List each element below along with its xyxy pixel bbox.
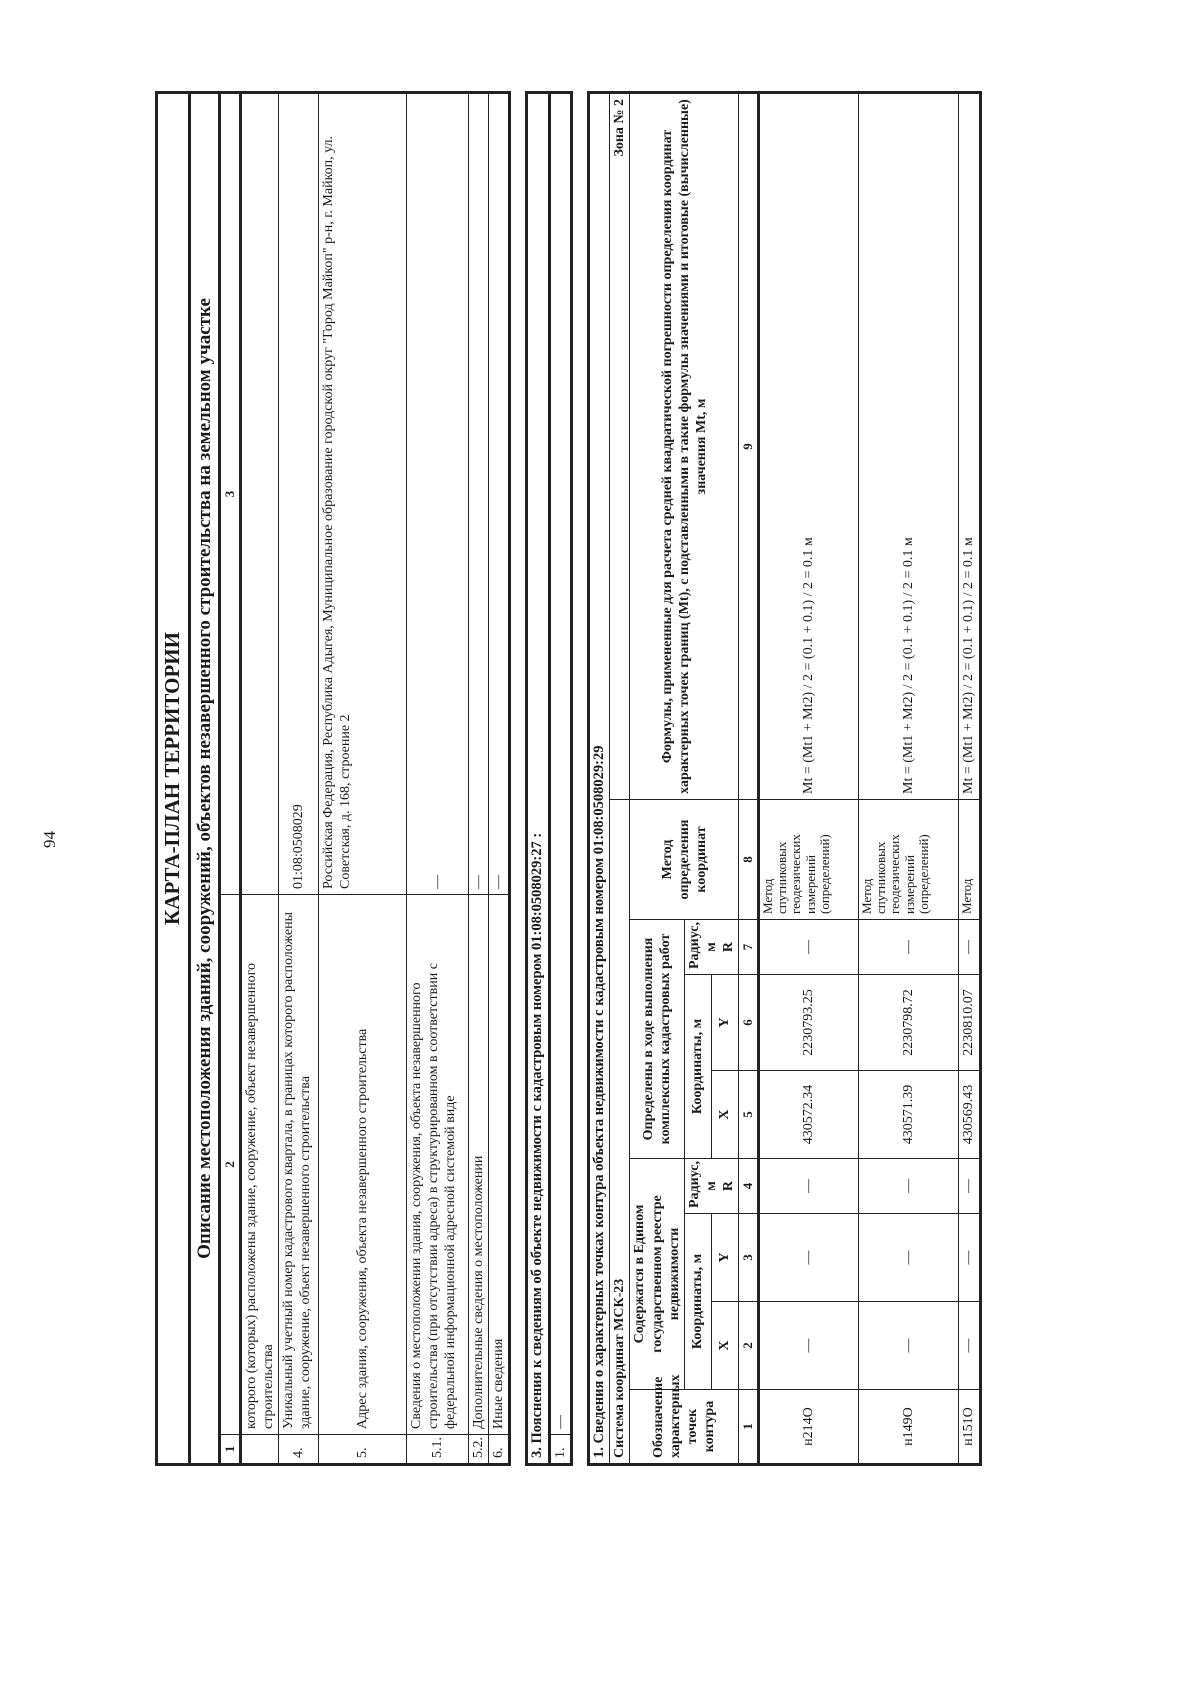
table-row [858, 93, 958, 1465]
y-egrn: — [958, 1214, 980, 1302]
row-value: 01:08:0508029 [278, 93, 318, 895]
table-row [758, 93, 858, 1465]
table-row [240, 93, 278, 1465]
radius: — [758, 920, 858, 975]
header-kkr: Определены в ходе выполнения комплексных кадастровых работ [630, 920, 684, 1159]
header-r-egrn: R [720, 1180, 736, 1192]
notes-heading: 3. Пояснения к сведениям об объекте недвижимости с кадастровым номером 01:08:0508029:27 : [526, 93, 549, 1465]
points-table [587, 91, 982, 1466]
row-name: Иные сведения [488, 895, 509, 1435]
header-y-egrn: Y [711, 1214, 738, 1302]
header-radius-egrn-label: Радиус, м [686, 1161, 719, 1208]
row-value: — [468, 93, 488, 895]
table-row [318, 93, 406, 1465]
r-egrn: — [758, 1159, 858, 1214]
row-number: 6. [488, 1435, 509, 1465]
header-formula: Формулы, примененные для расчета средней квадратической погрешности определения координат характерных точек границ (Mt), с подставленными в такие формулы значениями и итоговые (вычисленные) значения Mt, м [630, 93, 738, 800]
col-number: 1 [738, 1390, 758, 1465]
x-egrn: — [958, 1302, 980, 1390]
method: Метод [958, 800, 980, 920]
row-number: 1. [549, 1435, 571, 1465]
col-number: 9 [738, 93, 758, 800]
row-number: 5. [318, 1435, 406, 1465]
table-row [549, 93, 571, 1465]
col-number: 2 [738, 1302, 758, 1390]
col-number: 3 [219, 93, 240, 895]
section-subtitle: Описание местоположения зданий, сооружений, объектов незавершенного строительства на земельном участке [189, 93, 219, 1465]
header-radius-kkr [684, 920, 738, 975]
table-row [488, 93, 509, 1465]
row-number [240, 1435, 278, 1465]
row-name: Адрес здания, сооружения, объекта незавершенного строительства [318, 895, 406, 1435]
header-method: Метод определения координат [630, 800, 738, 920]
col-number: 1 [219, 1435, 240, 1465]
header-coords-egrn: Координаты, м [684, 1214, 711, 1390]
header-y-kkr: Y [711, 975, 738, 1071]
point-designation: н214О [758, 1390, 858, 1465]
table-row [406, 93, 468, 1465]
header-radius-egrn [684, 1159, 738, 1214]
table-row [468, 93, 488, 1465]
y-coordinate: 2230793.25 [758, 975, 858, 1071]
row-name: Сведения о местоположении здания, сооружения, объекта незавершенного строительства (при отсутствии адреса) в структурированном в соответствии с федеральной информационной адресной системой виде [406, 895, 468, 1435]
method: Метод спутниковых геодезических измерений (определений) [858, 800, 958, 920]
row-name: которого (которых) расположены здание, сооружение, объект незавершенного строительства [240, 895, 278, 1435]
row-text: — [549, 93, 571, 1435]
coordinate-system: Система координат МСК-23 [610, 800, 630, 1465]
table-row [958, 93, 980, 1465]
header-point-designation: Обозначение характерных точек контура [630, 1390, 738, 1465]
rotated-document [155, 91, 982, 1466]
row-number: 4. [278, 1435, 318, 1465]
method: Метод спутниковых геодезических измерений (определений) [758, 800, 858, 920]
notes-table [525, 91, 573, 1466]
point-designation: н149О [858, 1390, 958, 1465]
formula: Mt = (Mt1 + Mt2) / 2 = (0.1 + 0.1) / 2 = 0.1 м [958, 93, 980, 800]
x-egrn: — [758, 1302, 858, 1390]
col-number: 3 [738, 1214, 758, 1302]
formula: Mt = (Mt1 + Mt2) / 2 = (0.1 + 0.1) / 2 = 0.1 м [858, 93, 958, 800]
row-number: 5.2. [468, 1435, 488, 1465]
col-number: 7 [738, 920, 758, 975]
row-number: 5.1. [406, 1435, 468, 1465]
header-r-kkr: R [720, 941, 736, 953]
r-egrn: — [858, 1159, 958, 1214]
row-value: — [406, 93, 468, 895]
x-coordinate: 430571.39 [858, 1071, 958, 1159]
header-x-egrn: X [711, 1302, 738, 1390]
col-number: 5 [738, 1071, 758, 1159]
header-x-kkr: X [711, 1071, 738, 1159]
zone-label: Зона № 2 [610, 93, 630, 800]
x-coordinate: 430572.34 [758, 1071, 858, 1159]
row-value: — [488, 93, 509, 895]
points-heading: 1. Сведения о характерных точках контура объекта недвижимости с кадастровым номером 01:08:0508029:29 [588, 93, 610, 1465]
header-coords-kkr: Координаты, м [684, 975, 711, 1159]
header-egrn: Содержатся в Едином государственном реестре недвижимости [630, 1159, 684, 1390]
y-egrn: — [758, 1214, 858, 1302]
r-egrn: — [958, 1159, 980, 1214]
col-number: 2 [219, 895, 240, 1435]
row-value [240, 93, 278, 895]
y-coordinate: 2230810.07 [958, 975, 980, 1071]
x-coordinate: 430569.43 [958, 1071, 980, 1159]
row-value: Российская Федерация, Республика Адыгея, Муниципальное образование городской округ "Город Майкоп" р-н, г. Майкоп, ул. Советская, д. 168, строение 2 [318, 93, 406, 895]
x-egrn: — [858, 1302, 958, 1390]
point-designation: н151О [958, 1390, 980, 1465]
row-name: Уникальный учетный номер кадастрового квартала, в границах которого расположены здание, сооружение, объект незавершенного строительства [278, 895, 318, 1435]
radius: — [958, 920, 980, 975]
document-title: КАРТА-ПЛАН ТЕРРИТОРИИ [157, 93, 190, 1465]
row-name: Дополнительные сведения о местоположении [468, 895, 488, 1435]
header-radius-kkr-label: Радиус, м [686, 922, 719, 969]
col-number: 8 [738, 800, 758, 920]
y-egrn: — [858, 1214, 958, 1302]
col-number: 4 [738, 1159, 758, 1214]
radius: — [858, 920, 958, 975]
formula: Mt = (Mt1 + Mt2) / 2 = (0.1 + 0.1) / 2 = 0.1 м [758, 93, 858, 800]
location-table [155, 91, 511, 1466]
table-row [278, 93, 318, 1465]
col-number: 6 [738, 975, 758, 1071]
page-number: 94 [40, 831, 59, 848]
y-coordinate: 2230798.72 [858, 975, 958, 1071]
